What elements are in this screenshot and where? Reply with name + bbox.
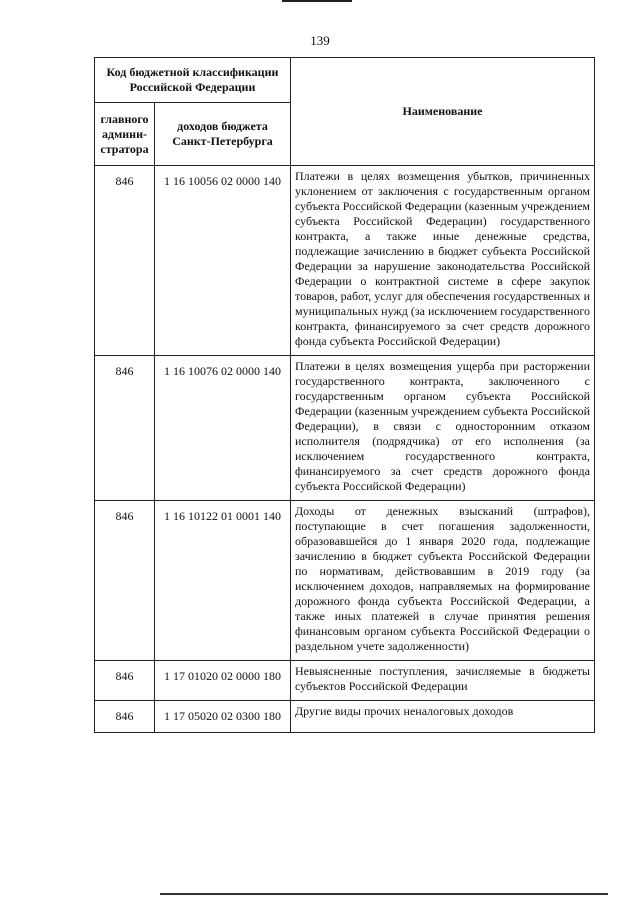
admin-code-cell: 846 (95, 501, 155, 661)
admin-code-cell: 846 (95, 166, 155, 356)
header-row-1 (95, 58, 595, 103)
name-cell: Другие виды прочих неналоговых доходов (291, 701, 595, 733)
income-code-cell: 1 16 10076 02 0000 140 (155, 356, 291, 501)
table-row (95, 356, 595, 501)
income-code-cell: 1 16 10056 02 0000 140 (155, 166, 291, 356)
header-income-code: доходов бюджета Санкт-Петербурга (155, 103, 291, 166)
name-cell: Платежи в целях возмещения ущерба при расторжении государственного контракта, заключенного с государственным органом субъекта Российской Федерации (казенным учреждением субъекта Российской Федерации), в связи с односторонним отказом исполнителя (подрядчика) от его исполнения (за исключением государственного контракта, финансируемого за счет средств дорожного фонда субъекта Российской Федерации) (291, 356, 595, 501)
income-code-cell: 1 17 05020 02 0300 180 (155, 701, 291, 733)
header-budget-code-group: Код бюджетной классификации Российской Федерации (95, 58, 291, 103)
name-cell: Доходы от денежных взысканий (штрафов), поступающие в счет погашения задолженности, образовавшейся до 1 января 2020 года, подлежащие зачислению в бюджет субъекта Российской Федерации по нормативам, действовавшим в 2019 году (за исключением доходов, направляемых на формирование дорожного фонда субъекта Российской Федерации, а также иных платежей в случае принятия решения финансовым органом субъекта Российской Федерации о раздельном учете задолженности) (291, 501, 595, 661)
name-cell: Платежи в целях возмещения убытков, причиненных уклонением от заключения с государственным органом субъекта Российской Федерации (казенным учреждением субъекта Российской Федерации) государственного контракта, а также иные денежные средства, подлежащие зачислению в бюджет субъекта Российской Федерации за нарушение законодательства Российской Федерации о контрактной системе в сфере закупок товаров, работ, услуг для обеспечения государственных и муниципальных нужд (за исключением государственного контракта, финансируемого за счет средств дорожного фонда субъекта Российской Федерации) (291, 166, 595, 356)
header-name: Наименование (291, 58, 595, 166)
table-row (95, 661, 595, 701)
bottom-rule (160, 893, 608, 895)
page-number: 139 (310, 33, 330, 48)
header-main-administrator: главного админи-стратора (95, 103, 155, 166)
table-row (95, 501, 595, 661)
table-row (95, 166, 595, 356)
admin-code-cell: 846 (95, 661, 155, 701)
table-row (95, 701, 595, 733)
admin-code-cell: 846 (95, 701, 155, 733)
income-code-cell: 1 17 01020 02 0000 180 (155, 661, 291, 701)
income-code-cell: 1 16 10122 01 0001 140 (155, 501, 291, 661)
budget-classification-table (94, 57, 595, 733)
admin-code-cell: 846 (95, 356, 155, 501)
top-rule (282, 0, 352, 2)
name-cell: Невыясненные поступления, зачисляемые в бюджеты субъектов Российской Федерации (291, 661, 595, 701)
